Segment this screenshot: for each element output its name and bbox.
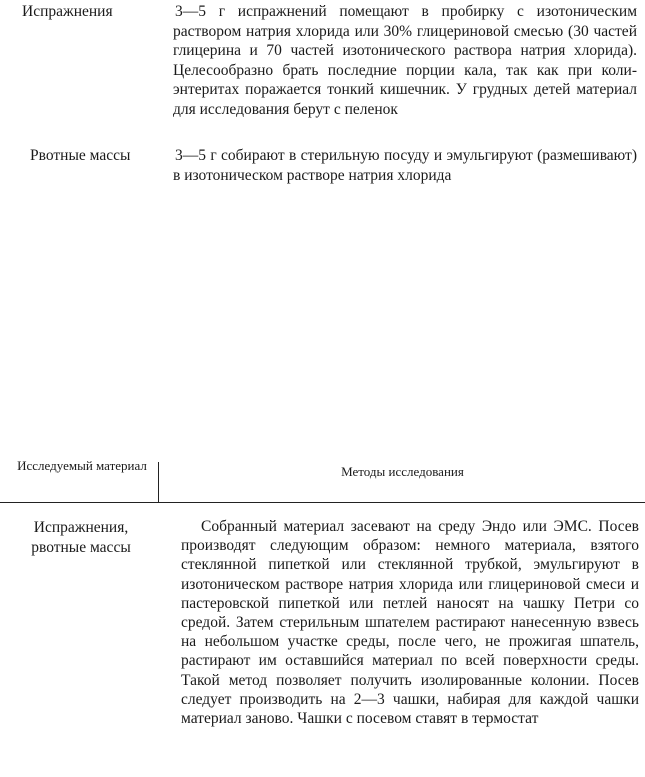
material-cell: Рвотные массы bbox=[30, 147, 131, 164]
column-divider bbox=[158, 462, 159, 502]
table-header bbox=[0, 452, 645, 502]
header-material: Исследуемый материал bbox=[17, 458, 147, 473]
header-rule bbox=[0, 502, 645, 503]
description-cell: Собранный материал засевают на среду Эндо или ЭМС. Посев производят следующим образом: немного материала, взятого стеклянной пипеткой или стеклянной трубкой, эмульгируют в изотоническом растворе натрия хлорида или глицериновой смеси и пастеровской пипеткой или петлей наносят на чашку Петри со средой. Затем стерильным шпателем растирают нанесенную взвесь на небольшом участке среды, после чего, не прожигая шпатель, растирают им оставшийся материал по всей поверхности среды. Такой метод позволяет получить изолированные колонии. Посев следует производить на 2—3 чашки, набирая для каждой чашки материал заново. Чашки с посевом ставят в термостат bbox=[181, 518, 639, 728]
description-cell: 3—5 г собирают в стерильную посуду и эмульгируют (размешивают) в изотоническом растворе натрия хлорида bbox=[173, 147, 637, 184]
header-methods: Методы исследования bbox=[341, 464, 464, 479]
material-cell: Испражнения bbox=[22, 3, 113, 20]
description-cell: 3—5 г испражнений помещают в пробирку с изотоническим раствором натрия хлорида или 30% глицериновой смесью (30 частей глицерина и 70 частей изотонического раствора натрия хлорида). Целесообразно брать последние порции кала, так как при коли-энтеритах поражается тонкий кишечник. У грудных детей материал для исследования берут с пеленок bbox=[173, 3, 637, 118]
material-cell: Испражнения, рвотные массы bbox=[31, 519, 131, 556]
